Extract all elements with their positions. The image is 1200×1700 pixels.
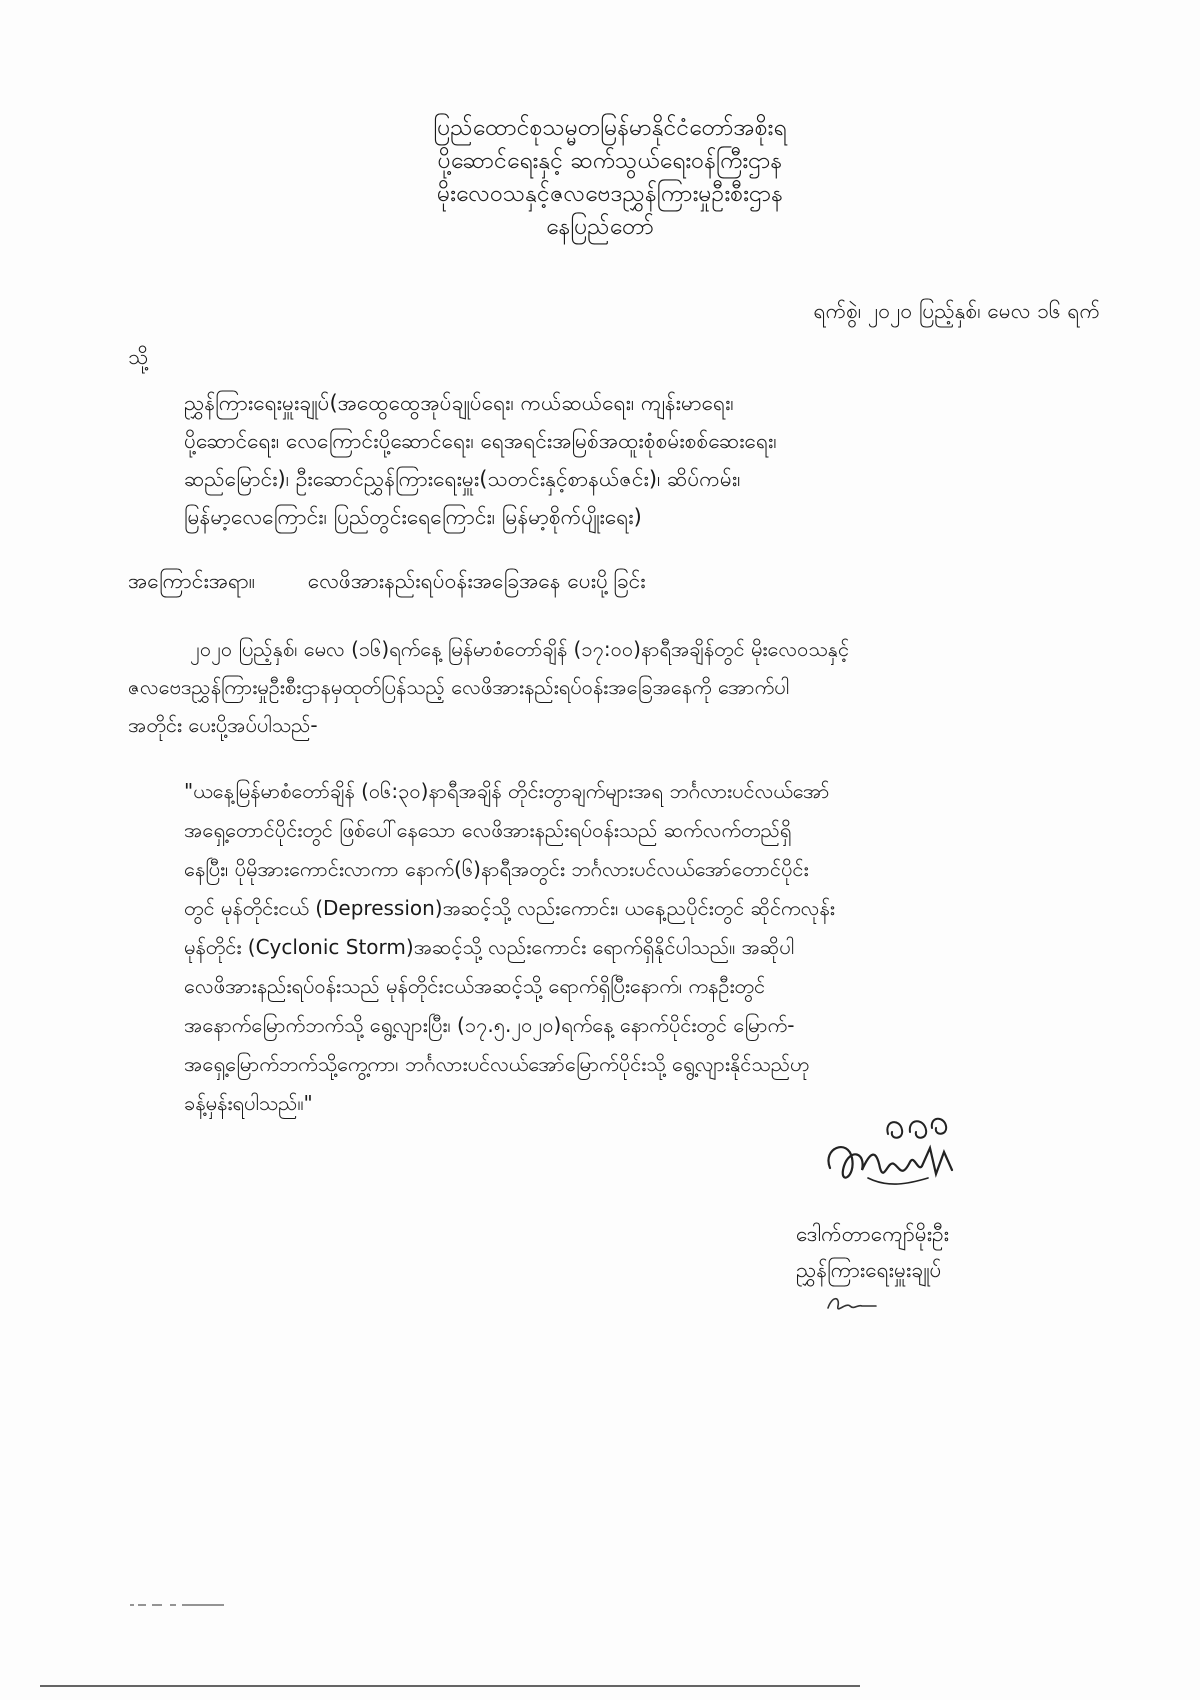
letterhead — [300, 112, 920, 244]
recipient-line: ဆည်မြောင်း)၊ ဦးဆောင်ညွှန်ကြားရေးမှူး(သတင်းနှင့်စာနယ်ဇင်း)၊ ဆိပ်ကမ်း၊ — [184, 467, 741, 491]
bottom-rule — [40, 1684, 860, 1688]
reference-date: ရက်စွဲ၊ ၂၀၂၀ ပြည့်နှစ်၊ မေလ ၁၆ ရက် — [813, 299, 1100, 323]
quote-line: လေဖိအားနည်းရပ်ဝန်းသည် မုန်တိုင်းငယ်အဆင့်သို့ ရောက်ရှိပြီးနောက်၊ ကနဦးတွင် — [184, 974, 766, 998]
letterhead-city: နေပြည်တော် — [546, 214, 654, 240]
paragraph-line: အတိုင်း ပေးပို့အပ်ပါသည်- — [128, 713, 318, 737]
recipient-line: ပို့ဆောင်ရေး၊ လေကြောင်းပို့ဆောင်ရေး၊ ရေအရင်းအမြစ်အထူးစုံစမ်းစစ်ဆေးရေး၊ — [184, 429, 777, 453]
recipient-list — [184, 384, 1104, 536]
quote-line: အရှေ့မြောက်ဘက်သို့ကွေ့ကာ၊ ဘင်္ဂလားပင်လယ်အော်မြောက်ပိုင်းသို့ ရွေ့လျားနိုင်သည်ဟု — [184, 1052, 810, 1076]
letterhead-government: ပြည်ထောင်စုသမ္မတမြန်မာနိုင်ငံတော်အစိုးရ — [433, 115, 787, 141]
scan-artifact — [128, 1602, 248, 1608]
letterhead-department: မိုးလေဝသနှင့်ဇလဗေဒညွှန်ကြားမှုဦးစီးဌာန — [436, 181, 784, 207]
quote-line: အနောက်မြောက်ဘက်သို့ ရွေ့လျားပြီး၊ (၁၇.၅.၂၀၂၀)ရက်နေ့ နောက်ပိုင်းတွင် မြောက်- — [184, 1013, 795, 1037]
quote-line: မုန်တိုင်း (Cyclonic Storm)အဆင့်သို့ လည်းကောင်း ရောက်ရှိနိုင်ပါသည်။ အဆိုပါ — [184, 935, 795, 959]
paragraph-line: ဇလဗေဒညွှန်ကြားမှုဦးစီးဌာနမှထုတ်ပြန်သည့် လေဖိအားနည်းရပ်ဝန်းအခြေအနေကို အောက်ပါ — [128, 675, 790, 699]
recipient-line: ညွှန်ကြားရေးမှူးချုပ်(အထွေထွေအုပ်ချုပ်ရေး၊ ကယ်ဆယ်ရေး၊ ကျန်းမာရေး၊ — [184, 391, 734, 415]
intro-paragraph — [128, 630, 1108, 744]
handwritten-signature — [818, 1108, 978, 1196]
quote-line: နေပြီး၊ ပိုမိုအားကောင်းလာကာ နောက်(၆)နာရီအတွင်း ဘင်္ဂလားပင်လယ်အော်တောင်ပိုင်း — [184, 857, 809, 881]
subject-label: အကြောင်းအရာ။ — [128, 569, 256, 593]
paragraph-line: ၂၀၂၀ ပြည့်နှစ်၊ မေလ (၁၆)ရက်နေ့ မြန်မာစံတော်ချိန် (၁၇:၀၀)နာရီအချိန်တွင် မိုးလေဝသနှင့် — [190, 637, 850, 661]
subject-line — [128, 568, 646, 599]
subject-value: လေဖိအားနည်းရပ်ဝန်းအခြေအနေ ပေးပို့ခြင်း — [307, 569, 646, 593]
forecast-quote — [184, 772, 1104, 1123]
signer-name: ဒေါက်တာကျော်မိုးဦး — [796, 1222, 950, 1246]
handwritten-initials — [824, 1292, 880, 1316]
quote-line: ခန့်မှန်းရပါသည်။" — [184, 1091, 313, 1115]
letterhead-ministry: ပို့ဆောင်ရေးနှင့် ဆက်သွယ်ရေးဝန်ကြီးဌာန — [437, 148, 783, 174]
signer-block — [796, 1216, 949, 1288]
quote-line: အရှေ့တောင်ပိုင်းတွင် ဖြစ်ပေါ်နေသော လေဖိအားနည်းရပ်ဝန်းသည် ဆက်လက်တည်ရှိ — [184, 818, 792, 842]
quote-line: "ယနေ့မြန်မာစံတော်ချိန် (၀၆:၃၀)နာရီအချိန် တိုင်းတွာချက်များအရ ဘင်္ဂလားပင်လယ်အော် — [184, 779, 830, 803]
recipient-line: မြန်မာ့လေကြောင်း၊ ပြည်တွင်းရေကြောင်း၊ မြန်မာ့စိုက်ပျိုးရေး) — [184, 505, 642, 529]
quote-line: တွင် မုန်တိုင်းငယ် (Depression)အဆင့်သို့ လည်းကောင်း၊ ယနေ့ညပိုင်းတွင် ဆိုင်ကလုန်း — [184, 896, 835, 920]
signer-title: ညွှန်ကြားရေးမှူးချုပ် — [796, 1258, 942, 1282]
to-label: သို့ — [128, 345, 149, 369]
